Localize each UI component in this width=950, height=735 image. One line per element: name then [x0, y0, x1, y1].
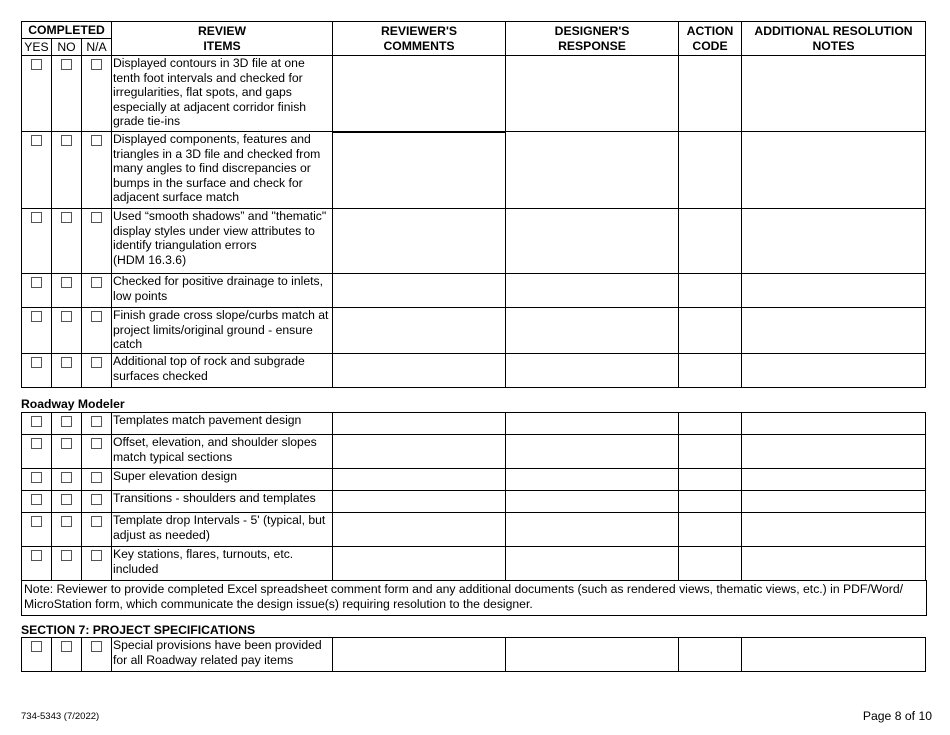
na-checkbox-cell [82, 435, 112, 469]
action-code-cell[interactable] [679, 274, 742, 308]
no-checkbox[interactable] [61, 135, 72, 146]
designer-response-cell[interactable] [506, 491, 679, 513]
action-code-cell[interactable] [679, 491, 742, 513]
resolution-notes-cell[interactable] [742, 132, 926, 209]
review-items-header: REVIEW ITEMS [112, 22, 333, 56]
no-checkbox[interactable] [61, 516, 72, 527]
no-checkbox-cell [52, 308, 82, 354]
reviewer-comment-cell[interactable] [333, 56, 506, 132]
review-item-text: Key stations, flares, turnouts, etc. included [112, 547, 333, 581]
na-checkbox-cell [82, 209, 112, 274]
reviewer-comment-cell[interactable] [333, 547, 506, 581]
resolution-notes-cell[interactable] [742, 56, 926, 132]
no-checkbox[interactable] [61, 59, 72, 70]
no-checkbox-cell [52, 56, 82, 132]
designer-response-cell[interactable] [506, 132, 679, 209]
table-row [22, 56, 926, 132]
yes-checkbox[interactable] [31, 212, 42, 223]
yes-checkbox-cell [22, 209, 52, 274]
na-checkbox[interactable] [91, 494, 102, 505]
na-checkbox-cell [82, 413, 112, 435]
form-number: 734-5343 (7/2022) [21, 711, 100, 722]
review-item-text: Additional top of rock and subgrade surfaces checked [112, 354, 333, 388]
na-checkbox-cell [82, 469, 112, 491]
na-checkbox[interactable] [91, 472, 102, 483]
yes-checkbox-cell [22, 491, 52, 513]
no-checkbox-cell [52, 209, 82, 274]
resolution-notes-cell[interactable] [742, 547, 926, 581]
no-checkbox[interactable] [61, 472, 72, 483]
na-header: N/A [82, 39, 112, 56]
yes-checkbox-cell [22, 308, 52, 354]
na-checkbox[interactable] [91, 550, 102, 561]
review-item-text: Transitions - shoulders and templates [112, 491, 333, 513]
yes-checkbox-cell [22, 354, 52, 388]
action-code-header: ACTION CODE [679, 22, 742, 56]
yes-checkbox[interactable] [31, 516, 42, 527]
yes-checkbox[interactable] [31, 641, 42, 652]
review-item-text: Displayed contours in 3D file at one tenth foot intervals and checked for irregularities, flat spots, and gaps especially at adjacent corridor finish grade tie-ins [112, 56, 333, 132]
na-checkbox-cell [82, 491, 112, 513]
no-checkbox-cell [52, 274, 82, 308]
review-table-section7 [21, 637, 926, 672]
review-item-text: Displayed components, features and triangles in a 3D file and checked from many angles to find discrepancies or bumps in the surface and check for adjacent surface match [112, 132, 333, 209]
yes-checkbox[interactable] [31, 494, 42, 505]
completed-header: COMPLETED [22, 22, 112, 39]
yes-checkbox[interactable] [31, 472, 42, 483]
roadway-modeler-title: Roadway Modeler [21, 397, 125, 411]
no-checkbox-cell [52, 413, 82, 435]
table-row [22, 308, 926, 354]
section7-title: SECTION 7: PROJECT SPECIFICATIONS [21, 623, 256, 637]
no-checkbox[interactable] [61, 641, 72, 652]
no-checkbox[interactable] [61, 416, 72, 427]
table-row [22, 469, 926, 491]
no-checkbox[interactable] [61, 438, 72, 449]
yes-checkbox[interactable] [31, 59, 42, 70]
action-code-cell[interactable] [679, 132, 742, 209]
no-checkbox-cell [52, 513, 82, 547]
no-checkbox[interactable] [61, 550, 72, 561]
resolution-notes-cell[interactable] [742, 209, 926, 274]
na-checkbox-cell [82, 354, 112, 388]
reviewer-comment-cell[interactable] [333, 413, 506, 435]
resolution-notes-cell[interactable] [742, 469, 926, 491]
table-row [22, 132, 926, 209]
na-checkbox-cell [82, 56, 112, 132]
yes-checkbox-cell [22, 413, 52, 435]
na-checkbox[interactable] [91, 135, 102, 146]
yes-checkbox[interactable] [31, 135, 42, 146]
yes-checkbox-cell [22, 274, 52, 308]
additional-notes-header: ADDITIONAL RESOLUTION NOTES [742, 22, 926, 56]
no-checkbox-cell [52, 491, 82, 513]
review-item-text: Special provisions have been provided for all Roadway related pay items [112, 638, 333, 672]
table-row [22, 354, 926, 388]
resolution-notes-cell[interactable] [742, 491, 926, 513]
na-checkbox-cell [82, 308, 112, 354]
no-checkbox[interactable] [61, 277, 72, 288]
designer-response-cell[interactable] [506, 274, 679, 308]
table-row [22, 435, 926, 469]
na-checkbox-cell [82, 513, 112, 547]
yes-checkbox-cell [22, 469, 52, 491]
table-row [22, 513, 926, 547]
na-checkbox[interactable] [91, 311, 102, 322]
no-checkbox-cell [52, 132, 82, 209]
yes-checkbox[interactable] [31, 311, 42, 322]
resolution-notes-cell[interactable] [742, 413, 926, 435]
designers-response-header: DESIGNER'S RESPONSE [506, 22, 679, 56]
reviewers-comments-header: REVIEWER'S COMMENTS [333, 22, 506, 56]
reviewer-comment-cell[interactable] [333, 132, 506, 209]
resolution-notes-cell[interactable] [742, 513, 926, 547]
no-checkbox-cell [52, 435, 82, 469]
reviewer-note: Note: Reviewer to provide completed Excel spreadsheet comment form and any additional documents (such as rendered views, thematic views, etc.) in PDF/Word/ MicroStation form, which communicate the design issue(s) requiring resolution to the designer. [21, 580, 927, 616]
reviewer-comment-cell[interactable] [333, 354, 506, 388]
designer-response-cell[interactable] [506, 638, 679, 672]
na-checkbox[interactable] [91, 516, 102, 527]
reviewer-comment-cell[interactable] [333, 638, 506, 672]
resolution-notes-cell[interactable] [742, 274, 926, 308]
review-item-text: Checked for positive drainage to inlets, low points [112, 274, 333, 308]
yes-checkbox-cell [22, 56, 52, 132]
table-row [22, 547, 926, 581]
page-number: Page 8 of 10 [862, 709, 932, 723]
review-table-surface [21, 21, 926, 388]
table-row [22, 274, 926, 308]
yes-checkbox[interactable] [31, 277, 42, 288]
reviewer-comment-cell[interactable] [333, 209, 506, 274]
no-checkbox[interactable] [61, 357, 72, 368]
reviewer-comment-cell[interactable] [333, 274, 506, 308]
na-checkbox[interactable] [91, 416, 102, 427]
yes-checkbox[interactable] [31, 438, 42, 449]
table-row [22, 491, 926, 513]
action-code-cell[interactable] [679, 469, 742, 491]
no-checkbox-cell [52, 469, 82, 491]
designer-response-cell[interactable] [506, 513, 679, 547]
action-code-cell[interactable] [679, 513, 742, 547]
reviewer-comment-cell[interactable] [333, 469, 506, 491]
review-item-text: Used “smooth shadows” and "thematic" display styles under view attributes to identify triangulation errors (HDM 16.3.6) [112, 209, 333, 274]
no-checkbox-cell [52, 547, 82, 581]
yes-checkbox-cell [22, 132, 52, 209]
yes-checkbox[interactable] [31, 416, 42, 427]
action-code-cell[interactable] [679, 435, 742, 469]
yes-checkbox-cell [22, 513, 52, 547]
review-table-roadway [21, 412, 926, 581]
reviewer-comment-cell[interactable] [333, 308, 506, 354]
review-item-text: Super elevation design [112, 469, 333, 491]
na-checkbox-cell [82, 274, 112, 308]
resolution-notes-cell[interactable] [742, 638, 926, 672]
table-row [22, 209, 926, 274]
reviewer-comment-cell[interactable] [333, 513, 506, 547]
no-checkbox[interactable] [61, 212, 72, 223]
action-code-cell[interactable] [679, 308, 742, 354]
na-checkbox[interactable] [91, 277, 102, 288]
action-code-cell[interactable] [679, 209, 742, 274]
yes-checkbox-cell [22, 435, 52, 469]
review-item-text: Template drop Intervals - 5' (typical, but adjust as needed) [112, 513, 333, 547]
review-item-text: Finish grade cross slope/curbs match at project limits/original ground - ensure catch [112, 308, 333, 354]
review-item-text: Templates match pavement design [112, 413, 333, 435]
yes-checkbox-cell [22, 638, 52, 672]
action-code-cell[interactable] [679, 56, 742, 132]
action-code-cell[interactable] [679, 354, 742, 388]
reviewer-comment-cell[interactable] [333, 435, 506, 469]
no-header: NO [52, 39, 82, 56]
no-checkbox-cell [52, 354, 82, 388]
designer-response-cell[interactable] [506, 413, 679, 435]
table-row [22, 638, 926, 672]
na-checkbox[interactable] [91, 438, 102, 449]
designer-response-cell[interactable] [506, 56, 679, 132]
designer-response-cell[interactable] [506, 354, 679, 388]
table-row [22, 413, 926, 435]
resolution-notes-cell[interactable] [742, 354, 926, 388]
reviewer-comment-cell[interactable] [333, 491, 506, 513]
yes-header: YES [22, 39, 52, 56]
na-checkbox[interactable] [91, 641, 102, 652]
no-checkbox-cell [52, 638, 82, 672]
designer-response-cell[interactable] [506, 209, 679, 274]
resolution-notes-cell[interactable] [742, 435, 926, 469]
designer-response-cell[interactable] [506, 469, 679, 491]
designer-response-cell[interactable] [506, 547, 679, 581]
na-checkbox-cell [82, 547, 112, 581]
yes-checkbox[interactable] [31, 357, 42, 368]
designer-response-cell[interactable] [506, 435, 679, 469]
action-code-cell[interactable] [679, 547, 742, 581]
designer-response-cell[interactable] [506, 308, 679, 354]
review-item-text: Offset, elevation, and shoulder slopes match typical sections [112, 435, 333, 469]
yes-checkbox[interactable] [31, 550, 42, 561]
na-checkbox-cell [82, 132, 112, 209]
na-checkbox[interactable] [91, 357, 102, 368]
resolution-notes-cell[interactable] [742, 308, 926, 354]
no-checkbox[interactable] [61, 494, 72, 505]
na-checkbox[interactable] [91, 212, 102, 223]
no-checkbox[interactable] [61, 311, 72, 322]
na-checkbox[interactable] [91, 59, 102, 70]
yes-checkbox-cell [22, 547, 52, 581]
action-code-cell[interactable] [679, 413, 742, 435]
na-checkbox-cell [82, 638, 112, 672]
action-code-cell[interactable] [679, 638, 742, 672]
